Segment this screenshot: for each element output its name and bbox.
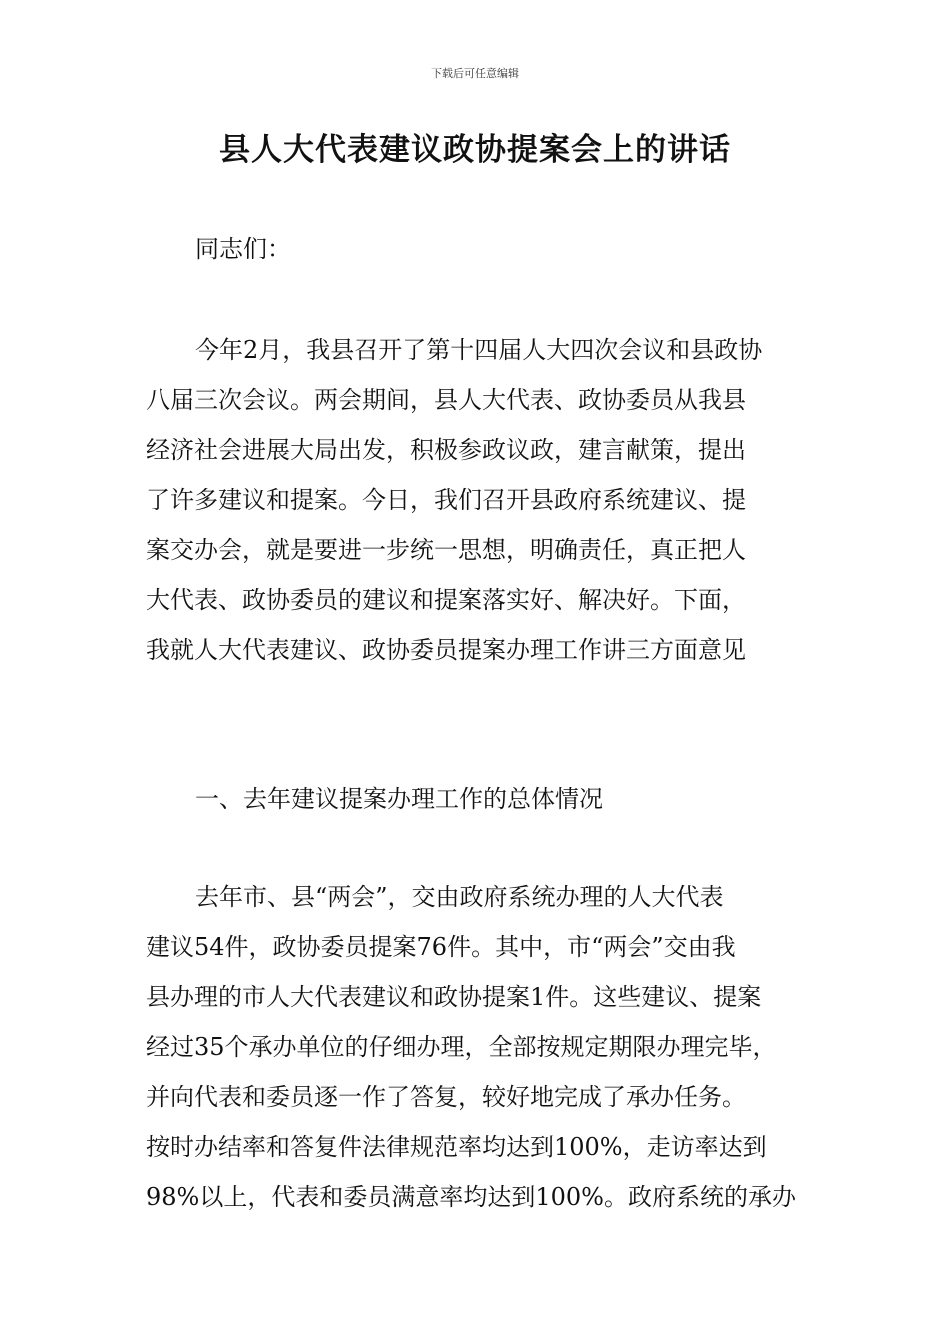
paragraph-line: 按时办结率和答复件法律规范率均达到100%，走访率达到 [146, 1133, 767, 1161]
paragraph-line: 经济社会进展大局出发，积极参政议政，建言献策，提出 [146, 436, 746, 464]
paragraph-line: 八届三次会议。两会期间，县人大代表、政协委员从我县 [146, 386, 746, 414]
paragraph-line: 并向代表和委员逐一作了答复，较好地完成了承办任务。 [146, 1083, 746, 1111]
salutation: 同志们： [195, 235, 291, 263]
paragraph-line: 案交办会，就是要进一步统一思想，明确责任，真正把人 [146, 536, 746, 564]
paragraph-line: 经过35个承办单位的仔细办理，全部按规定期限办理完毕， [146, 1033, 777, 1061]
document-title: 县人大代表建议政协提案会上的讲话 [219, 132, 731, 168]
paragraph-line: 去年市、县“两会”，交由政府系统办理的人大代表 [195, 883, 724, 911]
paragraph-line: 县办理的市人大代表建议和政协提案1件。这些建议、提案 [146, 983, 762, 1011]
header-note: 下载后可任意编辑 [431, 67, 519, 80]
paragraph-line: 建议54件，政协委员提案76件。其中，市“两会”交由我 [146, 933, 736, 961]
paragraph-line: 大代表、政协委员的建议和提案落实好、解决好。下面， [146, 586, 746, 614]
paragraph-line: 我就人大代表建议、政协委员提案办理工作讲三方面意见 [146, 636, 746, 664]
paragraph-line: 了许多建议和提案。今日，我们召开县政府系统建议、提 [146, 486, 746, 514]
paragraph-line: 98%以上，代表和委员满意率均达到100%。政府系统的承办 [146, 1183, 796, 1211]
paragraph-line: 今年2月，我县召开了第十四届人大四次会议和县政协 [195, 336, 763, 364]
section-heading: 一、去年建议提案办理工作的总体情况 [195, 785, 603, 813]
